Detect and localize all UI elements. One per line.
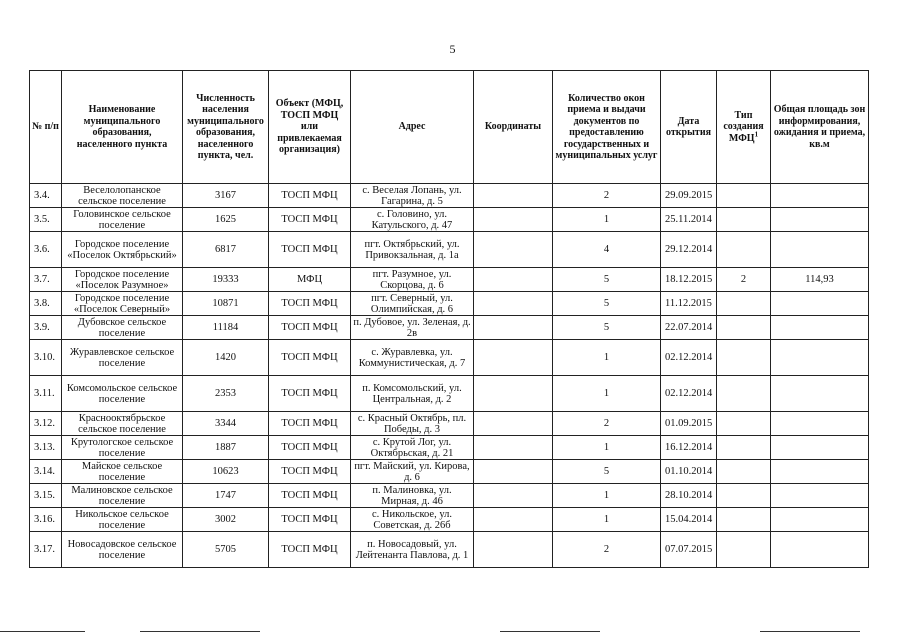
table-row [30,436,869,460]
cell-windows: 4 [553,232,661,268]
table-row [30,376,869,412]
cell-area [771,316,869,340]
cell-coordinates [474,412,553,436]
cell-type [717,412,771,436]
cell-num: 3.5. [30,208,62,232]
cell-object: ТОСП МФЦ [269,292,351,316]
cell-date: 16.12.2014 [661,436,717,460]
cell-population: 1625 [183,208,269,232]
cell-date: 07.07.2015 [661,532,717,568]
header-num: № п/п [30,71,62,184]
cell-date: 28.10.2014 [661,484,717,508]
cell-num: 3.8. [30,292,62,316]
table-row [30,292,869,316]
table-row [30,184,869,208]
table-row [30,268,869,292]
cell-object: ТОСП МФЦ [269,340,351,376]
cell-area [771,208,869,232]
cell-name: Городское поселение «Поселок Разумное» [62,268,183,292]
cell-area [771,412,869,436]
cell-coordinates [474,460,553,484]
cell-num: 3.15. [30,484,62,508]
cell-type [717,292,771,316]
cell-object: ТОСП МФЦ [269,316,351,340]
cell-date: 22.07.2014 [661,316,717,340]
cell-num: 3.17. [30,532,62,568]
cell-area [771,184,869,208]
cell-coordinates [474,268,553,292]
table-row [30,232,869,268]
mfc-table [29,70,869,568]
cell-name: Дубовское сельское поселение [62,316,183,340]
header-address: Адрес [351,71,474,184]
cell-area [771,340,869,376]
cell-date: 25.11.2014 [661,208,717,232]
cell-type [717,460,771,484]
cell-address: с. Крутой Лог, ул. Октябрьская, д. 21 [351,436,474,460]
cell-object: ТОСП МФЦ [269,532,351,568]
cell-num: 3.13. [30,436,62,460]
cell-windows: 2 [553,532,661,568]
cell-address: с. Головино, ул. Катульского, д. 47 [351,208,474,232]
cell-windows: 5 [553,292,661,316]
header-object: Объект (МФЦ, ТОСП МФЦ или привлекаемая организация) [269,71,351,184]
cell-object: ТОСП МФЦ [269,412,351,436]
cell-object: ТОСП МФЦ [269,184,351,208]
cell-num: 3.7. [30,268,62,292]
cell-name: Краснооктябрьское сельское поселение [62,412,183,436]
cell-address: п. Малиновка, ул. Мирная, д. 46 [351,484,474,508]
cell-windows: 2 [553,184,661,208]
cell-coordinates [474,184,553,208]
cell-num: 3.11. [30,376,62,412]
cell-coordinates [474,532,553,568]
table-row [30,532,869,568]
cell-population: 1420 [183,340,269,376]
cell-object: ТОСП МФЦ [269,208,351,232]
cell-address: с. Журавлевка, ул. Коммунистическая, д. 7 [351,340,474,376]
cell-area [771,460,869,484]
cell-population: 6817 [183,232,269,268]
cell-date: 02.12.2014 [661,340,717,376]
table-row [30,484,869,508]
cell-date: 01.10.2014 [661,460,717,484]
cell-address: п. Новосадовый, ул. Лейтенанта Павлова, д. 1 [351,532,474,568]
cell-name: Новосадовское сельское поселение [62,532,183,568]
cell-windows: 5 [553,460,661,484]
cell-date: 18.12.2015 [661,268,717,292]
cell-name: Журавлевское сельское поселение [62,340,183,376]
cell-type [717,184,771,208]
cell-windows: 1 [553,436,661,460]
header-coordinates: Координаты [474,71,553,184]
cell-type [717,208,771,232]
cell-num: 3.10. [30,340,62,376]
cell-windows: 1 [553,484,661,508]
cell-num: 3.14. [30,460,62,484]
cell-population: 11184 [183,316,269,340]
cell-windows: 1 [553,208,661,232]
cell-num: 3.6. [30,232,62,268]
cell-date: 01.09.2015 [661,412,717,436]
footer-divider [760,631,860,632]
cell-population: 3344 [183,412,269,436]
cell-type [717,484,771,508]
cell-type [717,436,771,460]
cell-windows: 5 [553,316,661,340]
cell-object: ТОСП МФЦ [269,484,351,508]
cell-coordinates [474,232,553,268]
cell-coordinates [474,484,553,508]
cell-windows: 1 [553,376,661,412]
cell-num: 3.12. [30,412,62,436]
cell-address: с. Красный Октябрь, пл. Победы, д. 3 [351,412,474,436]
header-date: Дата открытия [661,71,717,184]
cell-object: ТОСП МФЦ [269,436,351,460]
cell-name: Малиновское сельское поселение [62,484,183,508]
cell-windows: 1 [553,508,661,532]
cell-address: пгт. Северный, ул. Олимпийская, д. 6 [351,292,474,316]
header-windows: Количество окон приема и выдачи документов по предоставлению государственных и муниципальных услуг [553,71,661,184]
footer-divider [140,631,260,632]
cell-address: с. Веселая Лопань, ул. Гагарина, д. 5 [351,184,474,208]
cell-coordinates [474,376,553,412]
cell-coordinates [474,316,553,340]
cell-population: 10871 [183,292,269,316]
cell-population: 1887 [183,436,269,460]
cell-windows: 1 [553,340,661,376]
cell-name: Головинское сельское поселение [62,208,183,232]
cell-name: Городское поселение «Поселок Северный» [62,292,183,316]
header-type-footnote: 1 [754,130,759,139]
cell-name: Городское поселение «Поселок Октябрьский» [62,232,183,268]
table-header-row [30,71,869,184]
cell-windows: 2 [553,412,661,436]
table-row [30,412,869,436]
cell-object: ТОСП МФЦ [269,508,351,532]
cell-address: пгт. Разумное, ул. Скорцова, д. 6 [351,268,474,292]
page-number: 5 [449,42,456,56]
cell-type [717,232,771,268]
cell-name: Веселолопанское сельское поселение [62,184,183,208]
cell-type [717,316,771,340]
cell-coordinates [474,208,553,232]
cell-type [717,508,771,532]
cell-area [771,376,869,412]
footer-divider [0,631,85,632]
cell-population: 1747 [183,484,269,508]
cell-object: ТОСП МФЦ [269,460,351,484]
cell-date: 29.09.2015 [661,184,717,208]
table-row [30,208,869,232]
cell-type [717,376,771,412]
cell-date: 11.12.2015 [661,292,717,316]
cell-object: ТОСП МФЦ [269,376,351,412]
cell-area [771,436,869,460]
cell-address: пгт. Майский, ул. Кирова, д. 6 [351,460,474,484]
table-row [30,508,869,532]
cell-address: с. Никольское, ул. Советская, д. 26б [351,508,474,532]
header-name: Наименование муниципального образования, населенного пункта [62,71,183,184]
cell-date: 15.04.2014 [661,508,717,532]
cell-population: 10623 [183,460,269,484]
cell-name: Майское сельское поселение [62,460,183,484]
cell-date: 29.12.2014 [661,232,717,268]
cell-date: 02.12.2014 [661,376,717,412]
footer-divider [500,631,600,632]
cell-num: 3.9. [30,316,62,340]
cell-coordinates [474,340,553,376]
cell-name: Крутологское сельское поселение [62,436,183,460]
cell-type [717,532,771,568]
cell-object: МФЦ [269,268,351,292]
cell-area [771,232,869,268]
cell-address: пгт. Октябрьский, ул. Привокзальная, д. 1а [351,232,474,268]
cell-num: 3.16. [30,508,62,532]
cell-area [771,508,869,532]
table-row [30,340,869,376]
cell-name: Комсомольское сельское поселение [62,376,183,412]
table-row [30,460,869,484]
cell-coordinates [474,292,553,316]
cell-num: 3.4. [30,184,62,208]
cell-windows: 5 [553,268,661,292]
cell-address: п. Дубовое, ул. Зеленая, д. 2в [351,316,474,340]
cell-area: 114,93 [771,268,869,292]
cell-name: Никольское сельское поселение [62,508,183,532]
cell-area [771,484,869,508]
cell-area [771,292,869,316]
cell-coordinates [474,508,553,532]
cell-population: 5705 [183,532,269,568]
cell-address: п. Комсомольский, ул. Центральная, д. 2 [351,376,474,412]
table-row [30,316,869,340]
header-type [717,71,771,184]
header-population: Численность населения муниципального образования, населенного пункта, чел. [183,71,269,184]
cell-type [717,340,771,376]
cell-area [771,532,869,568]
cell-population: 3002 [183,508,269,532]
header-type-label: Тип создания МФЦ [723,109,764,144]
cell-population: 2353 [183,376,269,412]
header-area: Общая площадь зон информирования, ожидания и приема, кв.м [771,71,869,184]
cell-population: 3167 [183,184,269,208]
cell-type: 2 [717,268,771,292]
cell-coordinates [474,436,553,460]
cell-object: ТОСП МФЦ [269,232,351,268]
cell-population: 19333 [183,268,269,292]
